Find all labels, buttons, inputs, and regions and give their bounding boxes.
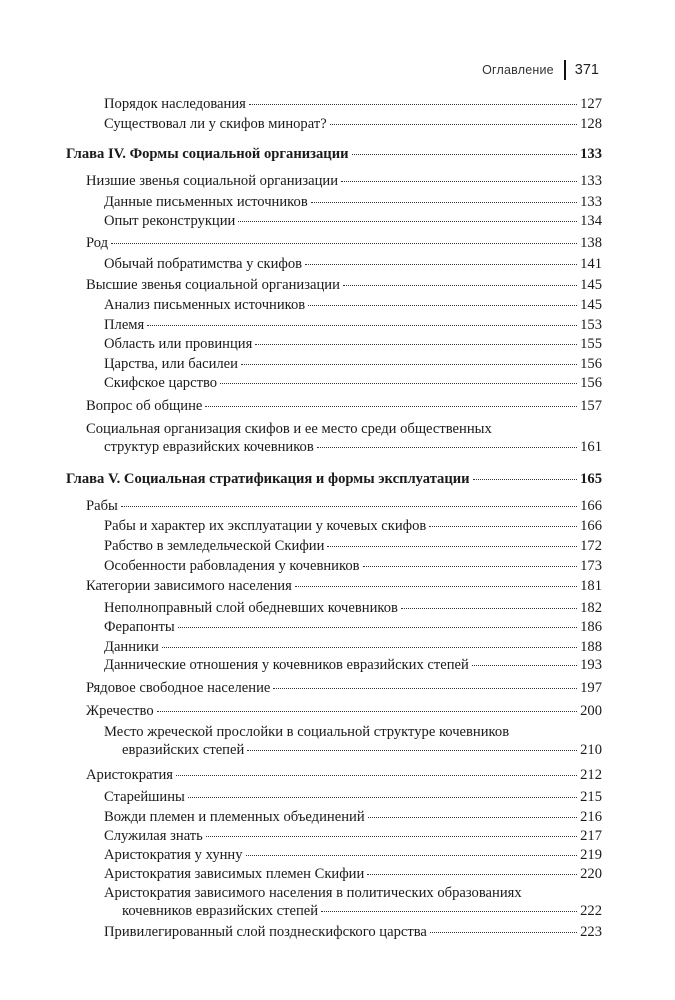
toc-entry: Особенности рабовладения у кочевников 173 (104, 558, 602, 574)
toc-section: Род 138 (86, 235, 602, 251)
toc-entry: Область или провинция 155 (104, 336, 602, 352)
toc-section: Рядовое свободное население 197 (86, 680, 602, 696)
page-number: 371 (574, 62, 599, 78)
toc-entry: Привилегированный слой позднескифского царства 223 (104, 924, 602, 940)
toc-chapter: Глава IV. Формы социальной организации 133 (66, 146, 602, 162)
toc-section: Жречество 200 (86, 703, 602, 719)
toc-entry: Данники 188 (104, 639, 602, 655)
toc-entry: Место жреческой прослойки в социальной структуре кочевников евразийских степей 210 (104, 724, 602, 758)
toc-entry: Обычай побратимства у скифов 141 (104, 256, 602, 272)
toc-section: Аристократия 212 (86, 767, 602, 783)
toc-entry: Старейшины 215 (104, 789, 602, 805)
toc-section: Низшие звенья социальной организации 133 (86, 173, 602, 189)
toc-entry: Существовал ли у скифов минорат? 128 (104, 116, 602, 132)
toc-entry: Племя 153 (104, 317, 602, 333)
toc-section: Высшие звенья социальной организации 145 (86, 277, 602, 293)
toc-entry: Аристократия зависимого населения в политических образованиях кочевников евразийских степей 222 (104, 885, 602, 919)
toc-entry: Опыт реконструкции 134 (104, 213, 602, 229)
toc-entry: Неполноправный слой обедневших кочевников 182 (104, 600, 602, 616)
toc-entry: Ферапонты 186 (104, 619, 602, 635)
toc-section: Вопрос об общине 157 (86, 398, 602, 414)
toc-entry: Даннические отношения у кочевников евразийских степей 193 (104, 657, 602, 673)
section-title: Оглавление (482, 63, 554, 77)
toc-section: Рабы 166 (86, 498, 602, 514)
toc-entry: Служилая знать 217 (104, 828, 602, 844)
toc-entry: Данные письменных источников 133 (104, 194, 602, 210)
toc-entry: Анализ письменных источников 145 (104, 297, 602, 313)
toc-entry: Рабство в земледельческой Скифии 172 (104, 538, 602, 554)
toc-chapter: Глава V. Социальная стратификация и формы эксплуатации 165 (66, 471, 602, 487)
toc-entry: Рабы и характер их эксплуатации у кочевых скифов 166 (104, 518, 602, 534)
toc-entry: Скифское царство 156 (104, 375, 602, 391)
toc-section: Категории зависимого населения 181 (86, 578, 602, 594)
toc-section: Социальная организация скифов и ее место среди общественных структур евразийских кочевников 161 (86, 421, 602, 455)
toc-entry: Аристократия у хунну 219 (104, 847, 602, 863)
toc-entry: Порядок наследования 127 (104, 96, 602, 112)
toc-entry: Вожди племен и племенных объединений 216 (104, 809, 602, 825)
toc-entry: Царства, или басилеи 156 (104, 356, 602, 372)
toc-entry: Аристократия зависимых племен Скифии 220 (104, 866, 602, 882)
